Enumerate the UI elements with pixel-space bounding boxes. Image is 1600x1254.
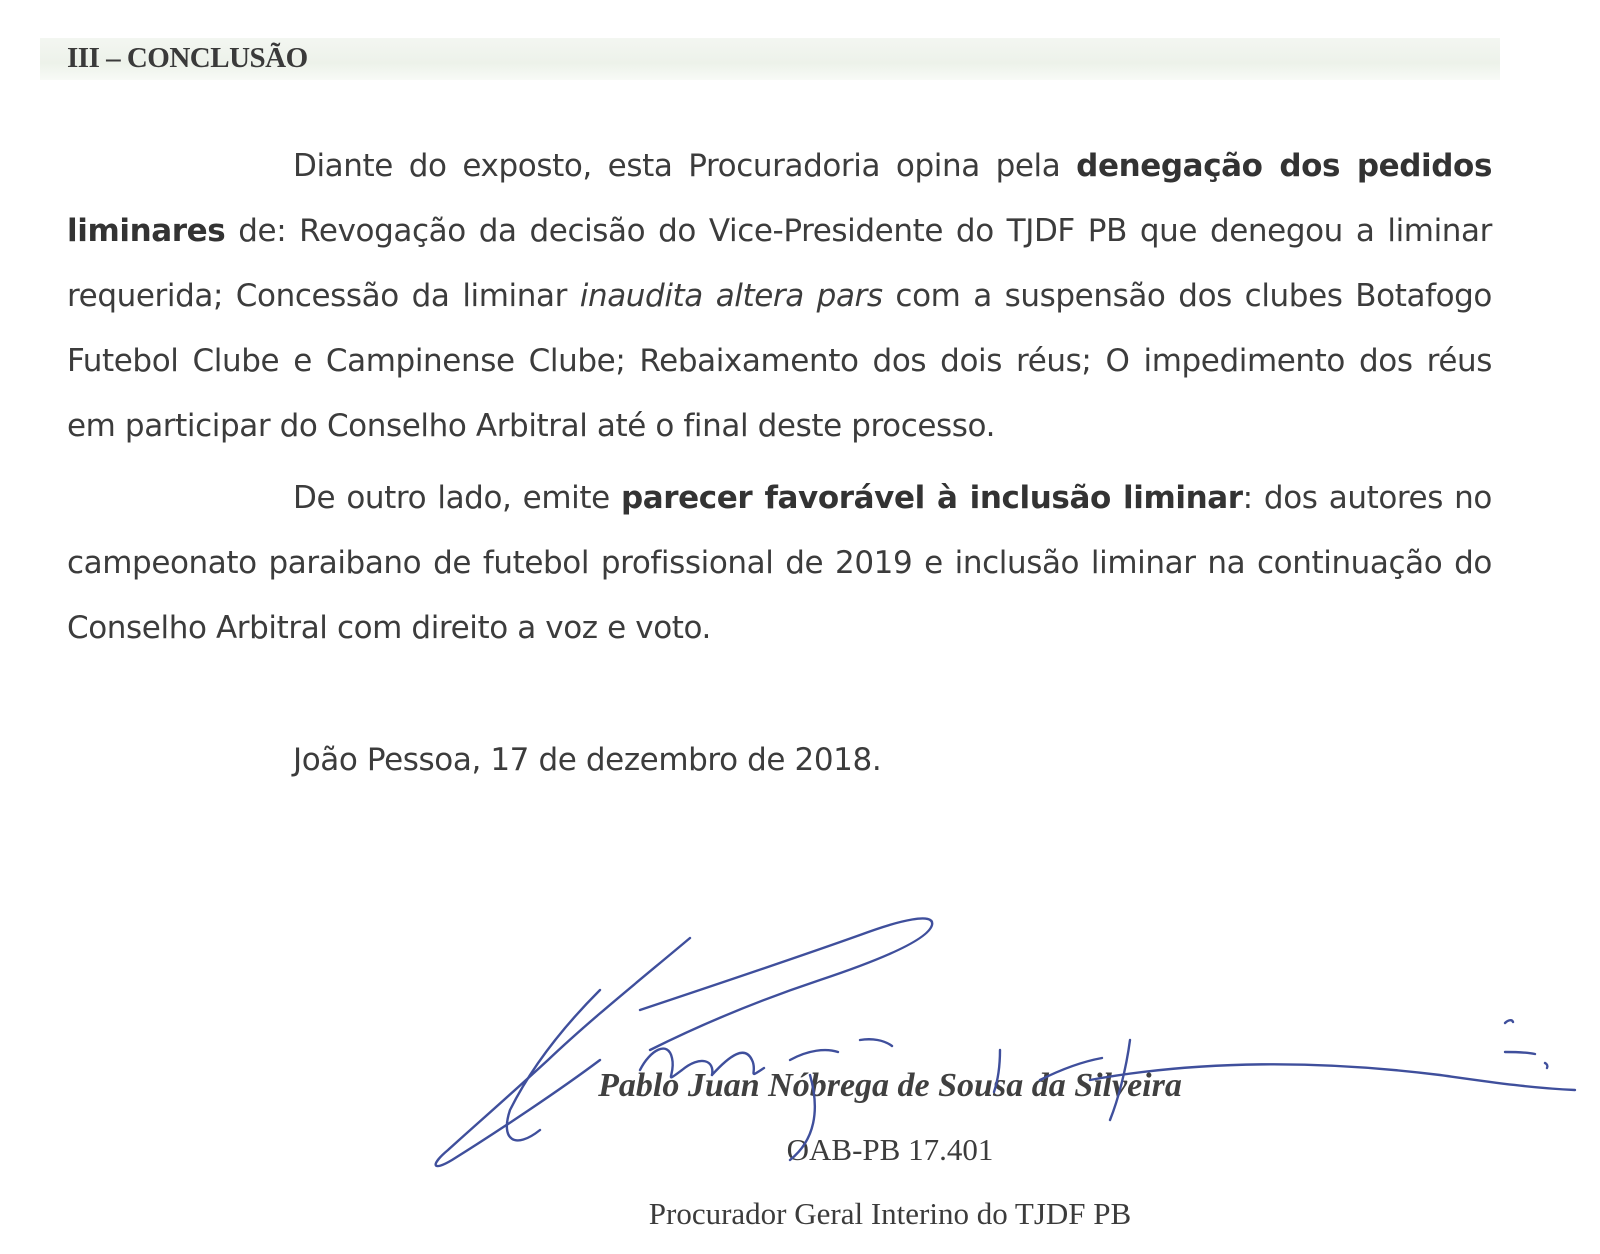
conclusion-paragraph-2 — [67, 466, 1492, 661]
section-heading: III – CONCLUSÃO — [67, 42, 308, 74]
paragraph1-text-end: com a suspensão dos clubes Botafogo Futebol Clube e Campinense Clube; Rebaixamento dos dois réus; O impedimento dos réus em participar do Conselho Arbitral até o final deste processo. — [67, 278, 1492, 444]
signatory-role: Procurador Geral Interino do TJDF PB — [648, 1196, 1132, 1231]
date-line: João Pessoa, 17 de dezembro de 2018. — [293, 742, 882, 778]
signatory-name: Pablo Juan Nóbrega de Sousa da Silveira — [598, 1067, 1182, 1104]
conclusion-paragraph-1 — [67, 134, 1492, 459]
paragraph2-bold: parecer favorável à inclusão liminar — [620, 480, 1243, 516]
paragraph2-text-end: : dos autores no campeonato paraibano de futebol profissional de 2019 e inclusão liminar na continuação do Conselho Arbitral com direito a voz e voto. — [67, 480, 1492, 646]
paragraph1-italic: inaudita altera pars — [579, 278, 883, 314]
paragraph1-text: Diante do exposto, esta Procuradoria opina pela — [293, 148, 1077, 184]
signatory-registration: OAB-PB 17.401 — [786, 1132, 994, 1167]
paragraph1-bold: denegação dos pedidos liminares — [67, 148, 1492, 249]
paragraph2-text: De outro lado, emite — [293, 480, 621, 516]
paragraph1-text-mid: de: Revogação da decisão do Vice-Presidente do TJDF PB que denegou a liminar requerida; Concessão da liminar — [67, 213, 1492, 314]
